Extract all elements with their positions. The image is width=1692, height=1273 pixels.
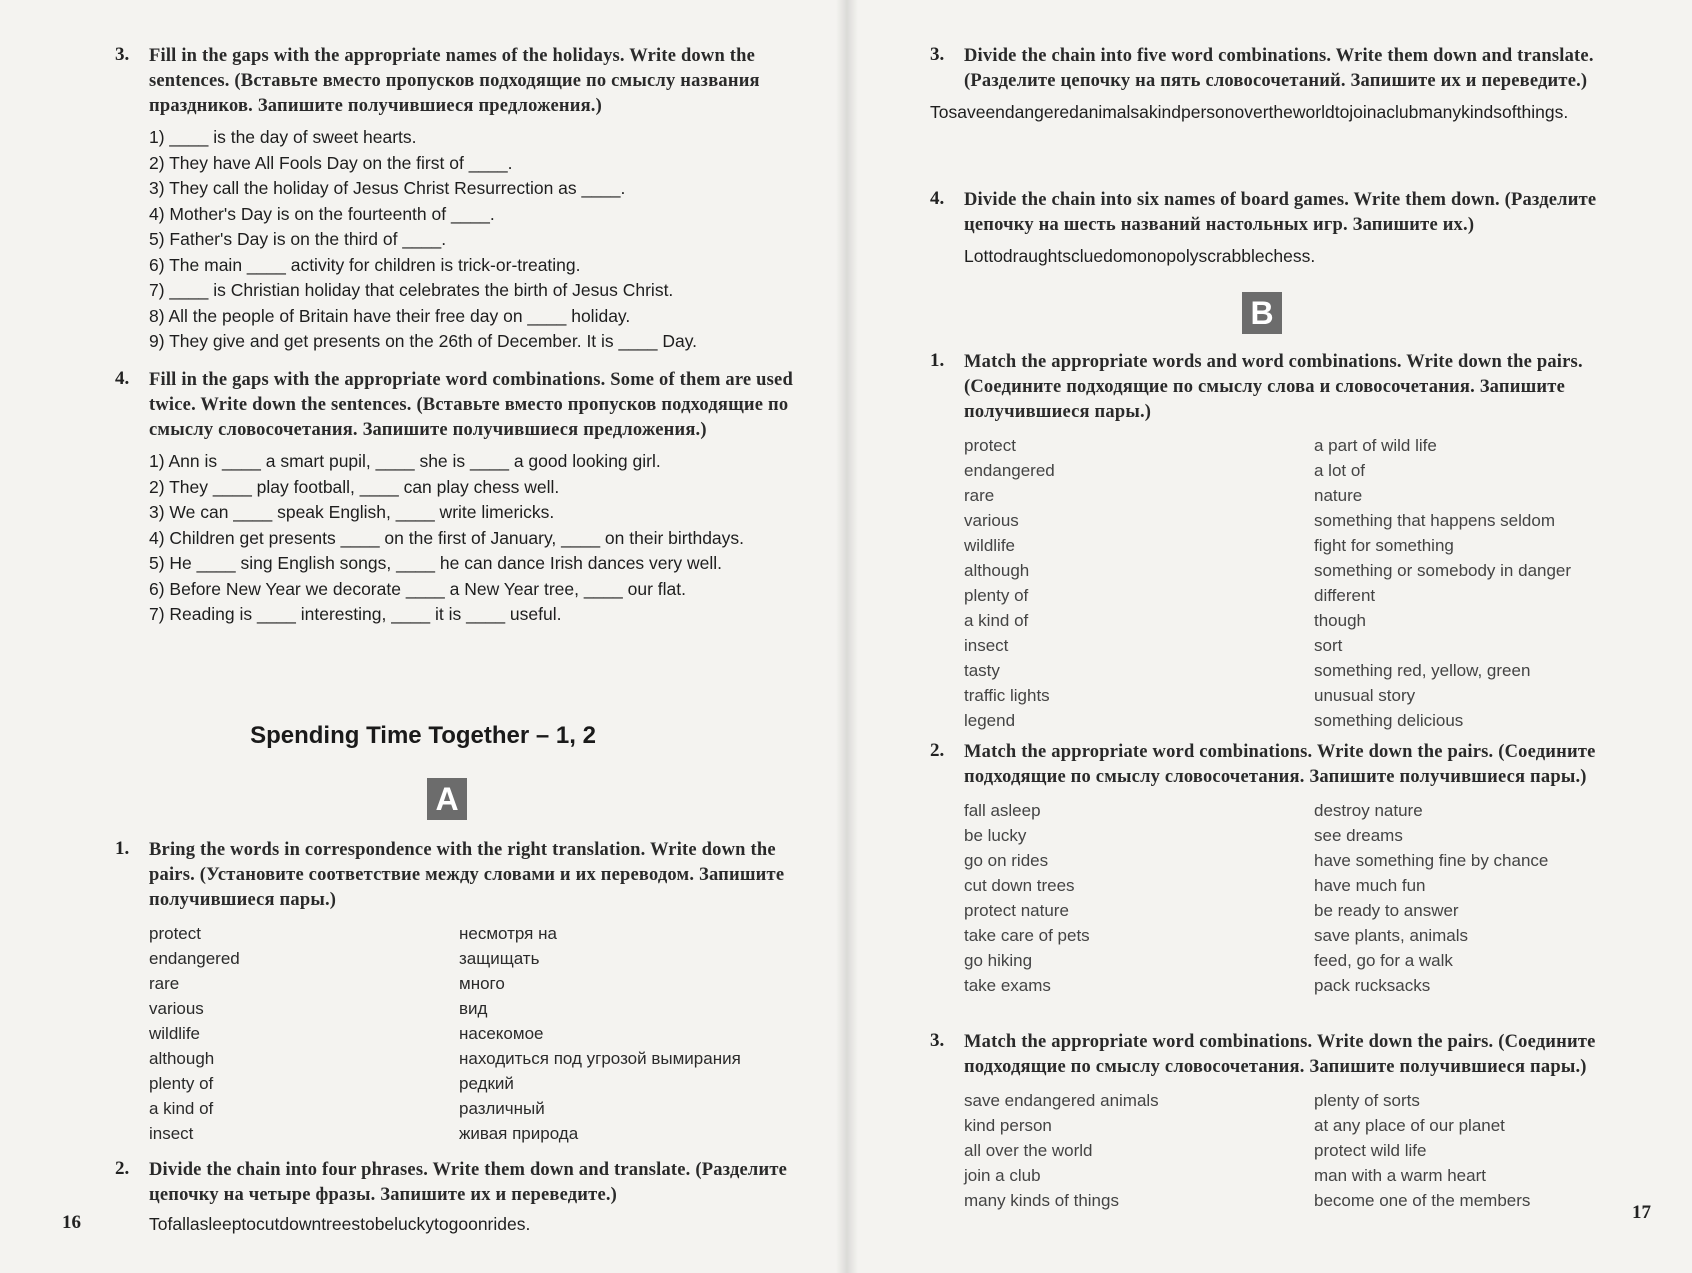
task-instruction: Match the appropriate words and word combinations. Write down the pairs. (Соедините подходящие по смыслу слова и словосочетания. Запишите получившиеся пары.) — [964, 352, 1583, 422]
left-word: go hiking — [964, 951, 1033, 970]
left-word: although — [149, 1049, 215, 1068]
left-word: protect nature — [964, 901, 1069, 920]
task-header — [115, 368, 800, 443]
task-header — [930, 350, 1626, 425]
left-word: save endangered animals — [964, 1091, 1159, 1110]
left-word: wildlife — [149, 1024, 201, 1043]
right-task-b3 — [930, 1030, 1626, 1213]
task-header — [930, 44, 1626, 94]
right-word: защищать — [459, 949, 540, 968]
right-word: редкий — [459, 1074, 514, 1093]
right-word: become one of the members — [1314, 1191, 1531, 1210]
left-word: although — [964, 561, 1030, 580]
task-number: 2. — [930, 740, 945, 761]
left-word: rare — [149, 974, 180, 993]
task-instruction: Match the appropriate word combinations. Write down the pairs. (Соедините подходящие по смыслу словосочетания. Запишите получившиеся пары.) — [964, 742, 1596, 787]
right-page — [846, 0, 1692, 1273]
left-word: insect — [149, 1124, 194, 1143]
sentence: 2) They have All Fools Day on the first of ____. — [149, 152, 513, 173]
right-word: feed, go for a walk — [1314, 951, 1453, 970]
right-word: be ready to answer — [1314, 901, 1459, 920]
left-word: various — [149, 999, 204, 1018]
left-task-3 — [115, 44, 800, 355]
left-word: rare — [964, 486, 995, 505]
task-instruction: Divide the chain into five word combinations. Write them down and translate. (Разделите цепочку на пять словосочетаний. Запишите их и переведите.) — [964, 46, 1594, 91]
task-header — [115, 838, 800, 913]
task-header — [930, 740, 1626, 790]
right-word: a lot of — [1314, 461, 1366, 480]
left-word: tasty — [964, 661, 1000, 680]
task-instruction: Bring the words in correspondence with the right translation. Write down the pairs. (Установите соответствие между словами и их переводом. Запишите получившиеся пары.) — [149, 840, 785, 910]
sentence: 4) Mother's Day is on the fourteenth of ____. — [149, 203, 495, 224]
sentence: 2) They ____ play football, ____ can play chess well. — [149, 476, 560, 497]
task-header — [930, 1030, 1626, 1080]
right-word: много — [459, 974, 505, 993]
left-word: be lucky — [964, 826, 1027, 845]
word-pairs — [964, 1088, 1626, 1213]
left-task-4 — [115, 368, 800, 628]
task-instruction: Divide the chain into six names of board games. Write them down. (Разделите цепочку на шесть названий настольных игр. Запишите их.) — [964, 190, 1597, 235]
right-task-b1 — [930, 350, 1626, 733]
right-word: unusual story — [1314, 686, 1416, 705]
sentence-list — [149, 449, 800, 628]
right-word: nature — [1314, 486, 1363, 505]
sentence: 5) Father's Day is on the third of ____. — [149, 229, 447, 249]
right-word: something delicious — [1314, 711, 1464, 730]
right-task-4 — [930, 188, 1626, 269]
sentence: 6) The main ____ activity for children is trick-or-treating. — [149, 254, 581, 275]
left-word: a kind of — [964, 611, 1029, 630]
task-number: 1. — [930, 350, 945, 371]
sentence: 4) Children get presents ____ on the first of January, ____ on their birthdays. — [149, 527, 745, 548]
sentence: 7) Reading is ____ interesting, ____ it is ____ useful. — [149, 604, 562, 624]
sentence: 9) They give and get presents on the 26th of December. It is ____ Day. — [149, 331, 698, 351]
right-word: plenty of sorts — [1314, 1091, 1420, 1110]
left-word: plenty of — [964, 586, 1029, 605]
left-word: take care of pets — [964, 926, 1090, 945]
right-word: fight for something — [1314, 536, 1454, 555]
left-word: insect — [964, 636, 1009, 655]
task-number: 3. — [930, 1030, 945, 1051]
section-title: Spending Time Together – 1, 2 — [250, 722, 596, 749]
task-instruction: Fill in the gaps with the appropriate names of the holidays. Write down the sentences. (Вставьте вместо пропусков подходящие по смыслу названия праздников. Запишите получившиеся предложения.) — [149, 46, 760, 116]
right-word: have much fun — [1314, 876, 1426, 895]
sentence: 7) ____ is Christian holiday that celebrates the birth of Jesus Christ. — [149, 280, 674, 300]
task-number: 3. — [115, 44, 130, 65]
left-word: traffic lights — [964, 686, 1050, 705]
sentence-list — [149, 125, 800, 355]
right-word: though — [1314, 611, 1366, 630]
sentence: 8) All the people of Britain have their free day on ____ holiday. — [149, 305, 631, 326]
left-word: cut down trees — [964, 876, 1075, 895]
task-number: 1. — [115, 838, 130, 859]
left-task-a2 — [115, 1158, 800, 1237]
letter-chain: Tofallasleeptocutdowntreestobeluckytogoonrides. — [149, 1214, 531, 1234]
task-instruction: Match the appropriate word combinations. Write down the pairs. (Соедините подходящие по смыслу словосочетания. Запишите получившиеся пары.) — [964, 1032, 1596, 1077]
letter-chain: Tosaveendangeredanimalsakindpersonovertheworldtojoinaclubmanykindsofthings. — [930, 102, 1569, 122]
word-pairs — [964, 433, 1626, 733]
left-word: join a club — [964, 1166, 1041, 1185]
word-pairs — [964, 798, 1626, 998]
task-number: 3. — [930, 44, 945, 65]
right-word: насекомое — [459, 1024, 544, 1043]
left-word: fall asleep — [964, 801, 1041, 820]
right-word: различный — [459, 1099, 545, 1118]
page-number-right: 17 — [1632, 1202, 1651, 1223]
left-word: wildlife — [964, 536, 1016, 555]
section-a-badge: A — [427, 778, 467, 820]
task-header — [115, 1158, 800, 1208]
sentence: 1) ____ is the day of sweet hearts. — [149, 127, 417, 147]
right-word: something red, yellow, green — [1314, 661, 1531, 680]
task-instruction: Fill in the gaps with the appropriate word combinations. Some of them are used twice. Write down the sentences. (Вставьте вместо пропусков подходящие по смыслу словосочетания. Запишите получившиеся предложения.) — [149, 370, 793, 440]
right-word: живая природа — [459, 1124, 579, 1143]
letter-chain: Lottodraughtscluedomonopolyscrabblechess. — [964, 246, 1316, 266]
left-word: endangered — [964, 461, 1055, 480]
task-number: 4. — [930, 188, 945, 209]
right-word: protect wild life — [1314, 1141, 1427, 1160]
section-b-badge: B — [1242, 292, 1282, 334]
left-word: plenty of — [149, 1074, 214, 1093]
right-word: pack rucksacks — [1314, 976, 1431, 995]
right-word: different — [1314, 586, 1376, 605]
left-word: many kinds of things — [964, 1191, 1119, 1210]
left-word: endangered — [149, 949, 240, 968]
sentence: 1) Ann is ____ a smart pupil, ____ she is ____ a good looking girl. — [149, 451, 661, 471]
right-word: a part of wild life — [1314, 436, 1437, 455]
task-header — [115, 44, 800, 119]
page-number-left: 16 — [62, 1212, 81, 1233]
right-word: at any place of our planet — [1314, 1116, 1505, 1135]
task-header — [930, 188, 1626, 238]
left-task-a1 — [115, 838, 800, 1146]
left-word: a kind of — [149, 1099, 214, 1118]
right-word: man with a warm heart — [1314, 1166, 1486, 1185]
sentence: 5) He ____ sing English songs, ____ he can dance Irish dances very well. — [149, 553, 722, 573]
right-word: sort — [1314, 636, 1343, 655]
word-pairs — [149, 921, 800, 1146]
right-word: находиться под угрозой вымирания — [459, 1049, 741, 1068]
right-word: destroy nature — [1314, 801, 1423, 820]
right-task-3 — [930, 44, 1626, 125]
task-number: 2. — [115, 1158, 130, 1179]
right-word: see dreams — [1314, 826, 1403, 845]
sentence: 3) We can ____ speak English, ____ write limericks. — [149, 502, 555, 522]
left-word: protect — [149, 924, 201, 943]
right-task-b2 — [930, 740, 1626, 998]
left-word: various — [964, 511, 1019, 530]
right-word: something or somebody in danger — [1314, 561, 1572, 580]
sentence: 6) Before New Year we decorate ____ a New Year tree, ____ our flat. — [149, 578, 687, 599]
left-word: go on rides — [964, 851, 1049, 870]
right-word: have something fine by chance — [1314, 851, 1549, 870]
task-instruction: Divide the chain into four phrases. Write them down and translate. (Разделите цепочку на четыре фразы. Запишите их и переведите.) — [149, 1160, 788, 1205]
left-word: legend — [964, 711, 1016, 730]
right-word: несмотря на — [459, 924, 557, 943]
left-word: take exams — [964, 976, 1051, 995]
task-number: 4. — [115, 368, 130, 389]
right-word: something that happens seldom — [1314, 511, 1555, 530]
left-word: protect — [964, 436, 1016, 455]
left-word: kind person — [964, 1116, 1052, 1135]
sentence: 3) They call the holiday of Jesus Christ Resurrection as ____. — [149, 178, 626, 198]
right-word: вид — [459, 999, 488, 1018]
right-word: save plants, animals — [1314, 926, 1469, 945]
left-word: all over the world — [964, 1141, 1093, 1160]
